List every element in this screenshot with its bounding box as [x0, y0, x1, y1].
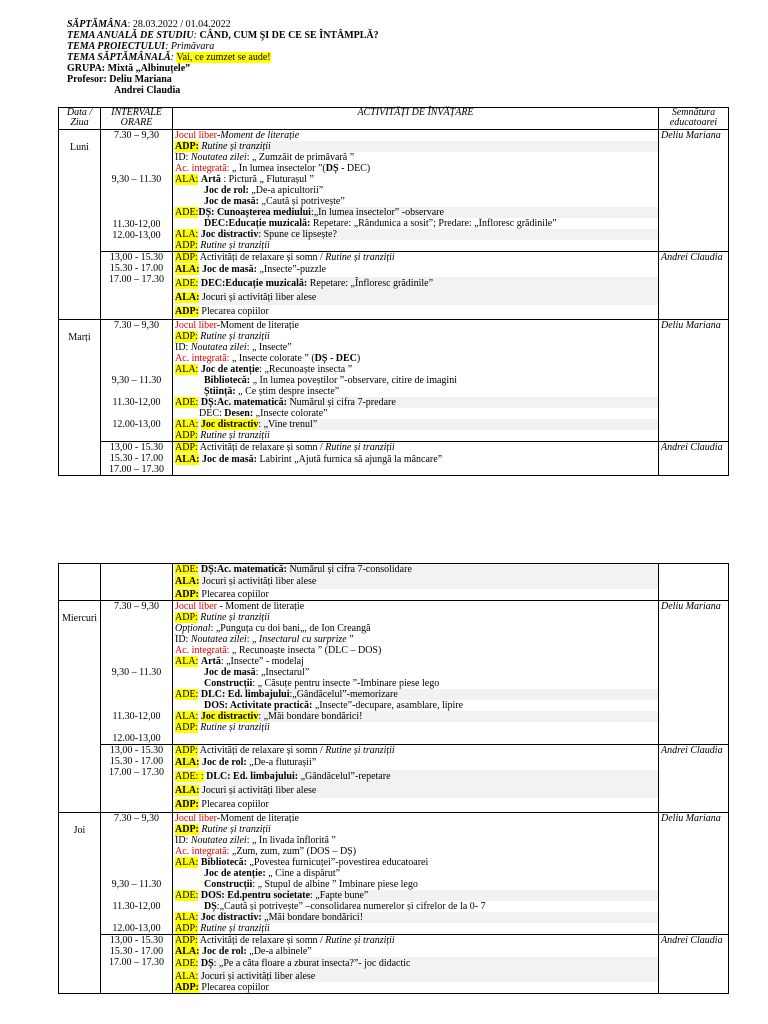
weekly-plan-table-1	[58, 107, 729, 476]
interval-cell: 7.30 – 9,30 9,30 – 11.30 11.30-12,00 12.00-13,00	[101, 813, 173, 935]
activities-cell: Jocul liber-Moment de literație ADP: Rutine și tranziții ÎD: Noutatea zilei: „ Zumzăit de primăvară ” Ac. integrată: „ În lumea insectelor ”(DȘ - DEC) ALA: Artă : Pictură „ Fluturașul ” Joc de rol: „De-a apicultorii” Joc de masă: „Caută și potrivește” ADE:DȘ: Cunoașterea mediului:„În lumea insectelor” -observare DEC:Educație muzicală: Repetare: „Rândunica a sosit”; Predare: „Înfloresc grădinile” ALA: Joc distractiv: Spune ce lipsește? ADP: Rutine și tranziții	[173, 130, 659, 252]
interval-cell: 13,00 - 15.30 15.30 - 17.00 17.00 – 17.30	[101, 442, 173, 476]
table-row	[59, 320, 729, 442]
interval-cell	[101, 564, 173, 601]
project-theme-line: TEMA PROIECTULUI: Primăvara	[67, 41, 215, 52]
interval-cell: 13,00 - 15.30 15.30 - 17.00 17.00 – 17.30	[101, 745, 173, 813]
table-row	[59, 745, 729, 813]
activities-cell: ADP: Activități de relaxare și somn / Rutine și tranziții ALA: Joc de rol: „De-a fluturașii” ADE: : DLC: Ed. limbajului: „Gândăcelul”-repetare ALA: Jocuri și activități liber alese ADP: Plecarea copiilor	[173, 745, 659, 813]
interval-cell: 13,00 - 15.30 15.30 - 17.00 17.00 – 17.30	[101, 252, 173, 320]
interval-cell: 7.30 – 9,30 9,30 – 11.30 11.30-12,00 12.00-13,00	[101, 601, 173, 745]
day-cell-luni: Luni	[59, 130, 101, 320]
table-header-row	[59, 108, 729, 130]
table-row	[59, 564, 729, 601]
activities-cell: ADP: Activități de relaxare și somn / Rutine și tranziții ALA: Joc de rol: „De-a albinele” ADE: DȘ: „Pe a câta floare a zburat insecta?”- joc didactic ALA: Jocuri și activități liber alese ADP: Plecarea copiilor	[173, 935, 659, 994]
plan-header	[67, 19, 379, 96]
col-header-interval: INTERVALE ORARE	[101, 108, 173, 130]
col-header-signature: Semnătura educatoarei	[659, 108, 729, 130]
signature-cell: Deliu Mariana	[659, 601, 729, 745]
signature-cell	[659, 564, 729, 601]
weekly-theme-line: TEMA SĂPTĂMÂNALĂ: Vai, ce zumzet se aude!	[67, 52, 271, 63]
signature-cell: Andrei Claudia	[659, 442, 729, 476]
table-row	[59, 130, 729, 252]
interval-cell: 7.30 – 9,30 9,30 – 11.30 11.30-12,00 12.00-13,00	[101, 320, 173, 442]
weekly-plan-table-2	[58, 563, 729, 994]
teacher-line-2: Andrei Claudia	[114, 85, 181, 96]
day-cell-joi: Joi	[59, 813, 101, 994]
table-row	[59, 601, 729, 745]
signature-cell: Andrei Claudia	[659, 252, 729, 320]
activities-cell: Jocul liber-Moment de literație ADP: Rutine și tranziții ÎD: Noutatea zilei: „ În livada înflorită ” Ac. integrată: „Zum, zum, zum” (DOS – DȘ) ALA: Bibliotecă: „Povestea furnicuței”-povestirea educatoarei Joc de atenție: „ Cine a dispărut” Construcții: „ Stupul de albine ” Îmbinare piese lego ADE: DOS: Ed.pentru societate: „Fapte bune” DȘ:„Caută și potrivește” –consolidarea numerelor și cifrelor de la 0- 7 ALA: Joc distractiv: „Măi bondare bondărici! ADP: Rutine și tranziții	[173, 813, 659, 935]
group-line: GRUPA: Mixtă „Albinuțele”	[67, 63, 191, 74]
signature-cell: Andrei Claudia	[659, 745, 729, 813]
day-cell-empty	[59, 564, 101, 601]
day-cell-marti: Marți	[59, 320, 101, 476]
interval-cell: 13,00 - 15.30 15.30 - 17.00 17.00 – 17.30	[101, 935, 173, 994]
table-row	[59, 252, 729, 320]
activities-cell: Jocul liber-Moment de literație ADP: Rutine și tranziții ÎD: Noutatea zilei: „ Insecte” Ac. integrată: „ Insecte colorate ” (DȘ - DEC) ALA: Joc de atenție: „Recunoaște insecta ” Bibliotecă: „ În lumea poveștilor ”-observare, citire de imagini Știință: „ Ce știm despre insecte” ADE: DȘ:Ac. matematică: Numărul și cifra 7-predare DEC: Desen: „Insecte colorate” ALA: Joc distractiv: „Vine trenul” ADP: Rutine și tranziții	[173, 320, 659, 442]
table-row	[59, 935, 729, 994]
activities-cell: Jocul liber - Moment de literație ADP: Rutine și tranziții Opțional: „Punguța cu doi bani„, de Ion Creangă ÎD: Noutatea zilei: „ Insectarul cu surprize ” Ac. integrată: „ Recunoaște insecta ” (DLC – DOS) ALA: Artă: „Insecte” - modelaj Joc de masă: „Insectarul” Construcții: „ Căsuțe pentru insecte ”-Îmbinare piese lego ADE: DLC: Ed. limbajului:„Gândăcelul”-memorizare DOS: Activitate practică: „Insecte”-decupare, asamblare, lipire ALA: Joc distractiv: „Măi bondare bondărici! ADP: Rutine și tranziții	[173, 601, 659, 745]
signature-cell: Deliu Mariana	[659, 130, 729, 252]
annual-theme-line: TEMA ANUALĂ DE STUDIU: CÂND, CUM ŞI DE CE SE ÎNTÂMPLĂ?	[67, 30, 379, 41]
day-cell-miercuri: Miercuri	[59, 601, 101, 813]
signature-cell: Deliu Mariana	[659, 813, 729, 935]
table-row	[59, 813, 729, 935]
activities-cell: ADP: Activități de relaxare și somn / Rutine și tranziții ALA: Joc de masă: „Insecte”-puzzle ADE: DEC:Educație muzicală: Repetare: „Înfloresc grădinile” ALA: Jocuri și activități liber alese ADP: Plecarea copiilor	[173, 252, 659, 320]
signature-cell: Andrei Claudia	[659, 935, 729, 994]
signature-cell: Deliu Mariana	[659, 320, 729, 442]
teacher-line: Profesor: Deliu Mariana	[67, 74, 172, 85]
col-header-activities: ACTIVITĂȚI DE ÎNVĂȚARE	[173, 108, 659, 130]
week-line: SĂPTĂMÂNA: 28.03.2022 / 01.04.2022	[67, 19, 231, 30]
col-header-date: Data / Ziua	[59, 108, 101, 130]
interval-cell: 7.30 – 9,30 9,30 – 11.30 11.30-12,00 12.00-13,00	[101, 130, 173, 252]
activities-cell: ADE: DȘ:Ac. matematică: Numărul și cifra 7-consolidare ALA: Jocuri și activități liber alese ADP: Plecarea copiilor	[173, 564, 659, 601]
activities-cell: ADP: Activități de relaxare și somn / Rutine și tranziții ALA: Joc de masă: Labirint „Ajută furnica să ajungă la mâncare”	[173, 442, 659, 476]
table-row	[59, 442, 729, 476]
